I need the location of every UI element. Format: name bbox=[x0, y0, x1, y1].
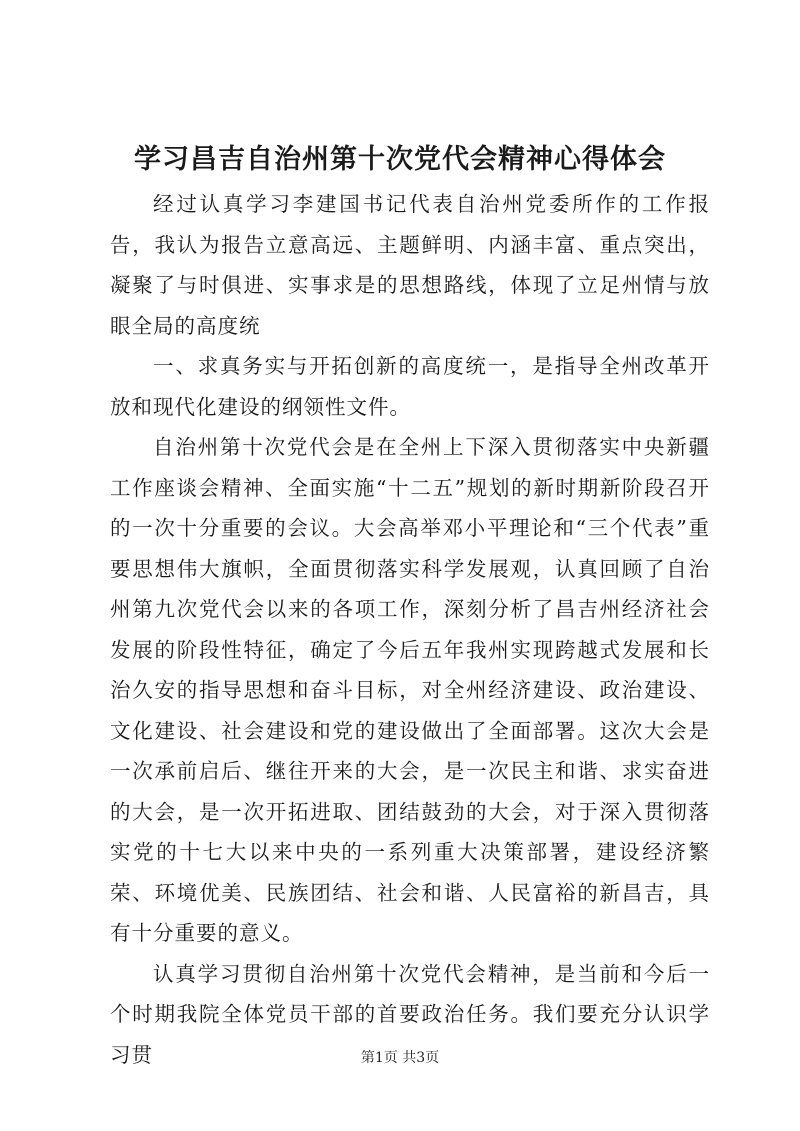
paragraph-1: 经过认真学习李建国书记代表自治州党委所作的工作报告，我认为报告立意高远、主题鲜明、内涵丰富、重点突出，凝聚了与时俱进、实事求是的思想路线，体现了立足州情与放眼全局的高度统 bbox=[110, 192, 710, 338]
page-number-footer: 第1页 共3页 bbox=[360, 1050, 440, 1066]
paragraph-4: 认真学习贯彻自治州第十次党代会精神，是当前和今后一个时期我院全体党员干部的首要政治任务。我们要充分认识学习贯 bbox=[110, 961, 710, 1067]
document-body bbox=[110, 184, 710, 1075]
paragraph-2: 一、求真务实与开拓创新的高度统一，是指导全州改革开放和现代化建设的纲领性文件。 bbox=[110, 354, 710, 419]
document-title: 学习昌吉自治州第十次党代会精神心得体会 bbox=[134, 144, 666, 175]
paragraph-3: 自治州第十次党代会是在全州上下深入贯彻落实中央新疆工作座谈会精神、全面实施“十二五”规划的新时期新阶段召开的一次十分重要的会议。大会高举邓小平理论和“三个代表”重要思想伟大旗帜，全面贯彻落实科学发展观，认真回顾了自治州第九次党代会以来的各项工作，深刻分析了昌吉州经济社会发展的阶段性特征，确定了今后五年我州实现跨越式发展和长治久安的指导思想和奋斗目标，对全州经济建设、政治建设、文化建设、社会建设和党的建设做出了全面部署。这次大会是一次承前启后、继往开来的大会，是一次民主和谐、求实奋进的大会，是一次开拓进取、团结鼓劲的大会，对于深入贯彻落实党的十七大以来中央的一系列重大决策部署，建设经济繁荣、环境优美、民族团结、社会和谐、人民富裕的新昌吉，具有十分重要的意义。 bbox=[110, 435, 710, 945]
